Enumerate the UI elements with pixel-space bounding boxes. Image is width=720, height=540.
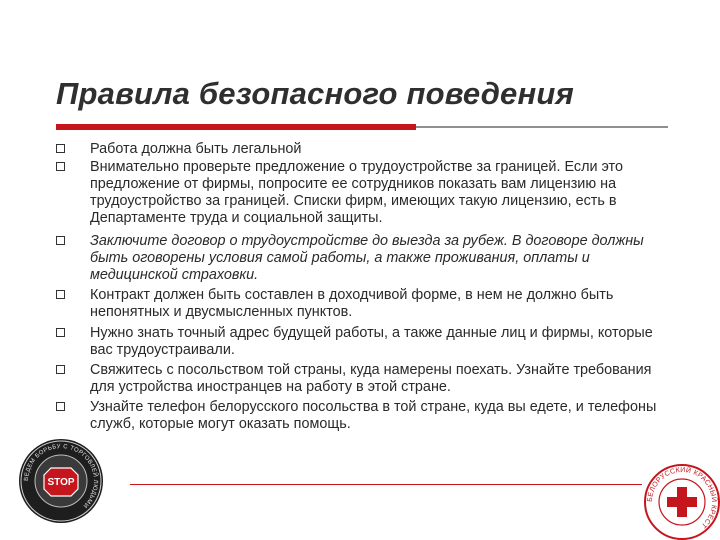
square-bullet-icon xyxy=(56,365,65,374)
list-item xyxy=(56,325,670,359)
list-item xyxy=(56,159,670,227)
square-bullet-icon xyxy=(56,328,65,337)
list-item xyxy=(56,233,670,284)
seal-ring-text: ВЕДЕМ БОРЬБУ С ТОРГОВЛЕЙ ЛЮДЬМИ xyxy=(23,443,99,509)
square-bullet-icon xyxy=(56,290,65,299)
stop-trafficking-logo-icon xyxy=(18,438,104,524)
square-bullet-icon xyxy=(56,162,65,171)
red-cross-logo-icon xyxy=(642,458,720,540)
list-item-text: Нужно знать точный адрес будущей работы, а также данные лиц и фирмы, которые вас трудоустраивали. xyxy=(90,325,653,358)
list-item-text: Работа должна быть легальной xyxy=(90,141,302,157)
square-bullet-icon xyxy=(56,402,65,411)
list-item xyxy=(56,141,670,158)
list-item-text: Контракт должен быть составлен в доходчивой форме, в нем не должно быть непонятных и двусмысленных пунктов. xyxy=(90,287,614,320)
title-underline-accent xyxy=(56,124,416,130)
rules-list xyxy=(56,141,670,434)
list-item xyxy=(56,287,670,321)
footer-divider xyxy=(130,484,642,485)
square-bullet-icon xyxy=(56,144,65,153)
page-title: Правила безопасного поведения xyxy=(56,76,575,111)
title-underline-divider xyxy=(416,126,668,128)
list-item-text: Внимательно проверьте предложение о трудоустройстве за границей. Если это предложение от фирмы, попросите ее сотрудников показать вам лицензию на трудоустройство за границей. Списки фирм, имеющих такую лицензию, есть в Департаменте труда и социальной защиты. xyxy=(90,159,623,226)
list-item-text: Свяжитесь с посольством той страны, куда намерены поехать. Узнайте требования для устройства иностранцев на работу в этой стране. xyxy=(90,362,652,395)
list-item xyxy=(56,399,670,433)
seal-ring-text: БЕЛОРУССКИЙ КРАСНЫЙ КРЕСТ xyxy=(646,466,718,530)
square-bullet-icon xyxy=(56,236,65,245)
list-item xyxy=(56,362,670,396)
stop-sign-label: STOP xyxy=(47,477,75,488)
list-item-text: Заключите договор о трудоустройстве до выезда за рубеж. В договоре должны быть оговорены условия самой работы, а также проживания, оплаты и медицинской страховки. xyxy=(90,233,644,283)
list-item-text: Узнайте телефон белорусского посольства в той стране, куда вы едете, и телефоны служб, которые могут оказать помощь. xyxy=(90,399,657,432)
